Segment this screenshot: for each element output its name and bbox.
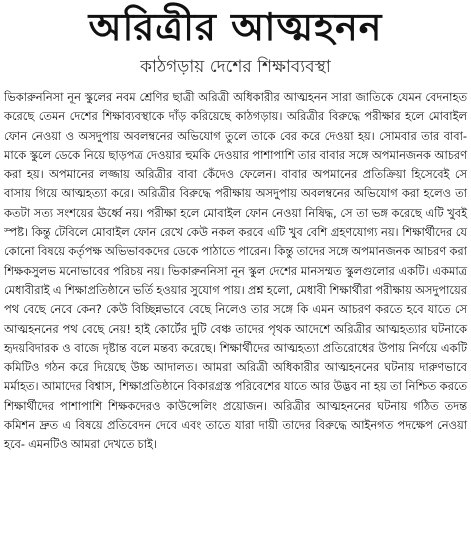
article-subheadline: কাঠগড়ায় দেশের শিক্ষাব্যবস্থা [140,57,331,77]
article-headline: অরিত্রীর আত্মহনন [88,5,383,49]
article-body: ভিকারুননিসা নূন স্কুলের নবম শ্রেণির ছাত্রী অরিত্রী অধিকারীর আত্মহনন সারা জাতিকে যেমন বেদনাহত করেছে তেমন দেশের শিক্ষাব্যবস্থাকে দাঁড় করিয়েছে কাঠগড়ায়। অরিত্রীর বিরুদ্ধে পরীক্ষার হলে মোবাইল ফোন নেওয়া ও অসদুপায় অবলম্বনের অভিযোগ তুলে তাকে বের করে দেওয়া হয়। সোমবার তার বাবা-মাকে স্কুলে ডেকে নিয়ে ছাড়পত্র দেওয়ার হুমকি দেওয়ার পাশাপাশি তার বাবার সঙ্গে অপমানজনক আচরণ করা হয়। অপমানের লজ্জায় অরিত্রীর বাবা কেঁদেও ফেলেন। বাবার অপমানের প্রতিক্রিয়া হিসেবেই সে বাসায় গিয়ে আত্মহত্যা করে। অরিত্রীর বিরুদ্ধে পরীক্ষায় অসদুপায় অবলম্বনের অভিযোগ করা হলেও তা কতটা সত্য সংশয়ের ঊর্ধ্বে নয়। পরীক্ষা হলে মোবাইল ফোন নেওয়া নিষিদ্ধ, সে তা ভঙ্গ করেছে এটি খুবই স্পষ্ট। কিন্তু টেবিলে মোবাইল ফোন রেখে কেউ নকল করবে এটি খুব বেশি গ্রহণযোগ্য নয়। শিক্ষার্থীদের যে কোনো বিষয়ে কর্তৃপক্ষ অভিভাবকদের ডেকে পাঠাতে পারেন। কিন্তু তাদের সঙ্গে অপমানজনক আচরণ করা শিক্ষকসুলভ মনোভাবের পরিচয় নয়। ভিকারুননিসা নূন স্কুল দেশের মানসম্মত স্কুলগুলোর একটি। একমাত্র মেধাবীরাই এ শিক্ষাপ্রতিষ্ঠানে ভর্তি হওয়ার সুযোগ পায়। প্রশ্ন হলো, মেধাবী শিক্ষার্থীরা পরীক্ষায় অসদুপায়ের পথ বেছে নেবে কেন? কেউ বিচ্ছিন্নভাবে বেছে নিলেও তার সঙ্গে কি এমন আচরণ করতে হবে যাতে সে আত্মহননের পথ বেছে নেয়! হাই কোর্টের দুটি বেঞ্চ তাদের পৃথক আদেশে অরিত্রীর আত্মহত্যার ঘটনাকে হৃদয়বিদারক ও বাজে দৃষ্টান্ত বলে মন্তব্য করেছে। শিক্ষার্থীদের আত্মহত্যা প্রতিরোধের উপায় নির্ণয়ে একটি কমিটিও গঠন করে দিয়েছে উচ্চ আদালত। আমরা অরিত্রী অধিকারীর আত্মহননের ঘটনায় দারুণভাবে মর্মাহত। আমাদের বিশ্বাস, শিক্ষাপ্রতিষ্ঠানে বিকারগ্রস্ত পরিবেশের যাতে আর উদ্ভব না হয় তা নিশ্চিত করতে শিক্ষার্থীদের পাশাপাশি শিক্ষকদেরও কাউন্সেলিং প্রয়োজন। অরিত্রীর আত্মহননের ঘটনায় গঠিত তদন্ত কমিশন দ্রুত এ বিষয়ে প্রতিবেদন দেবে এবং তাতে যারা দায়ী তাদের বিরুদ্ধে আইনগত পদক্ষেপ নেওয়া হবে- এমনটিও আমরা দেখতে চাই। [4,90,467,452]
